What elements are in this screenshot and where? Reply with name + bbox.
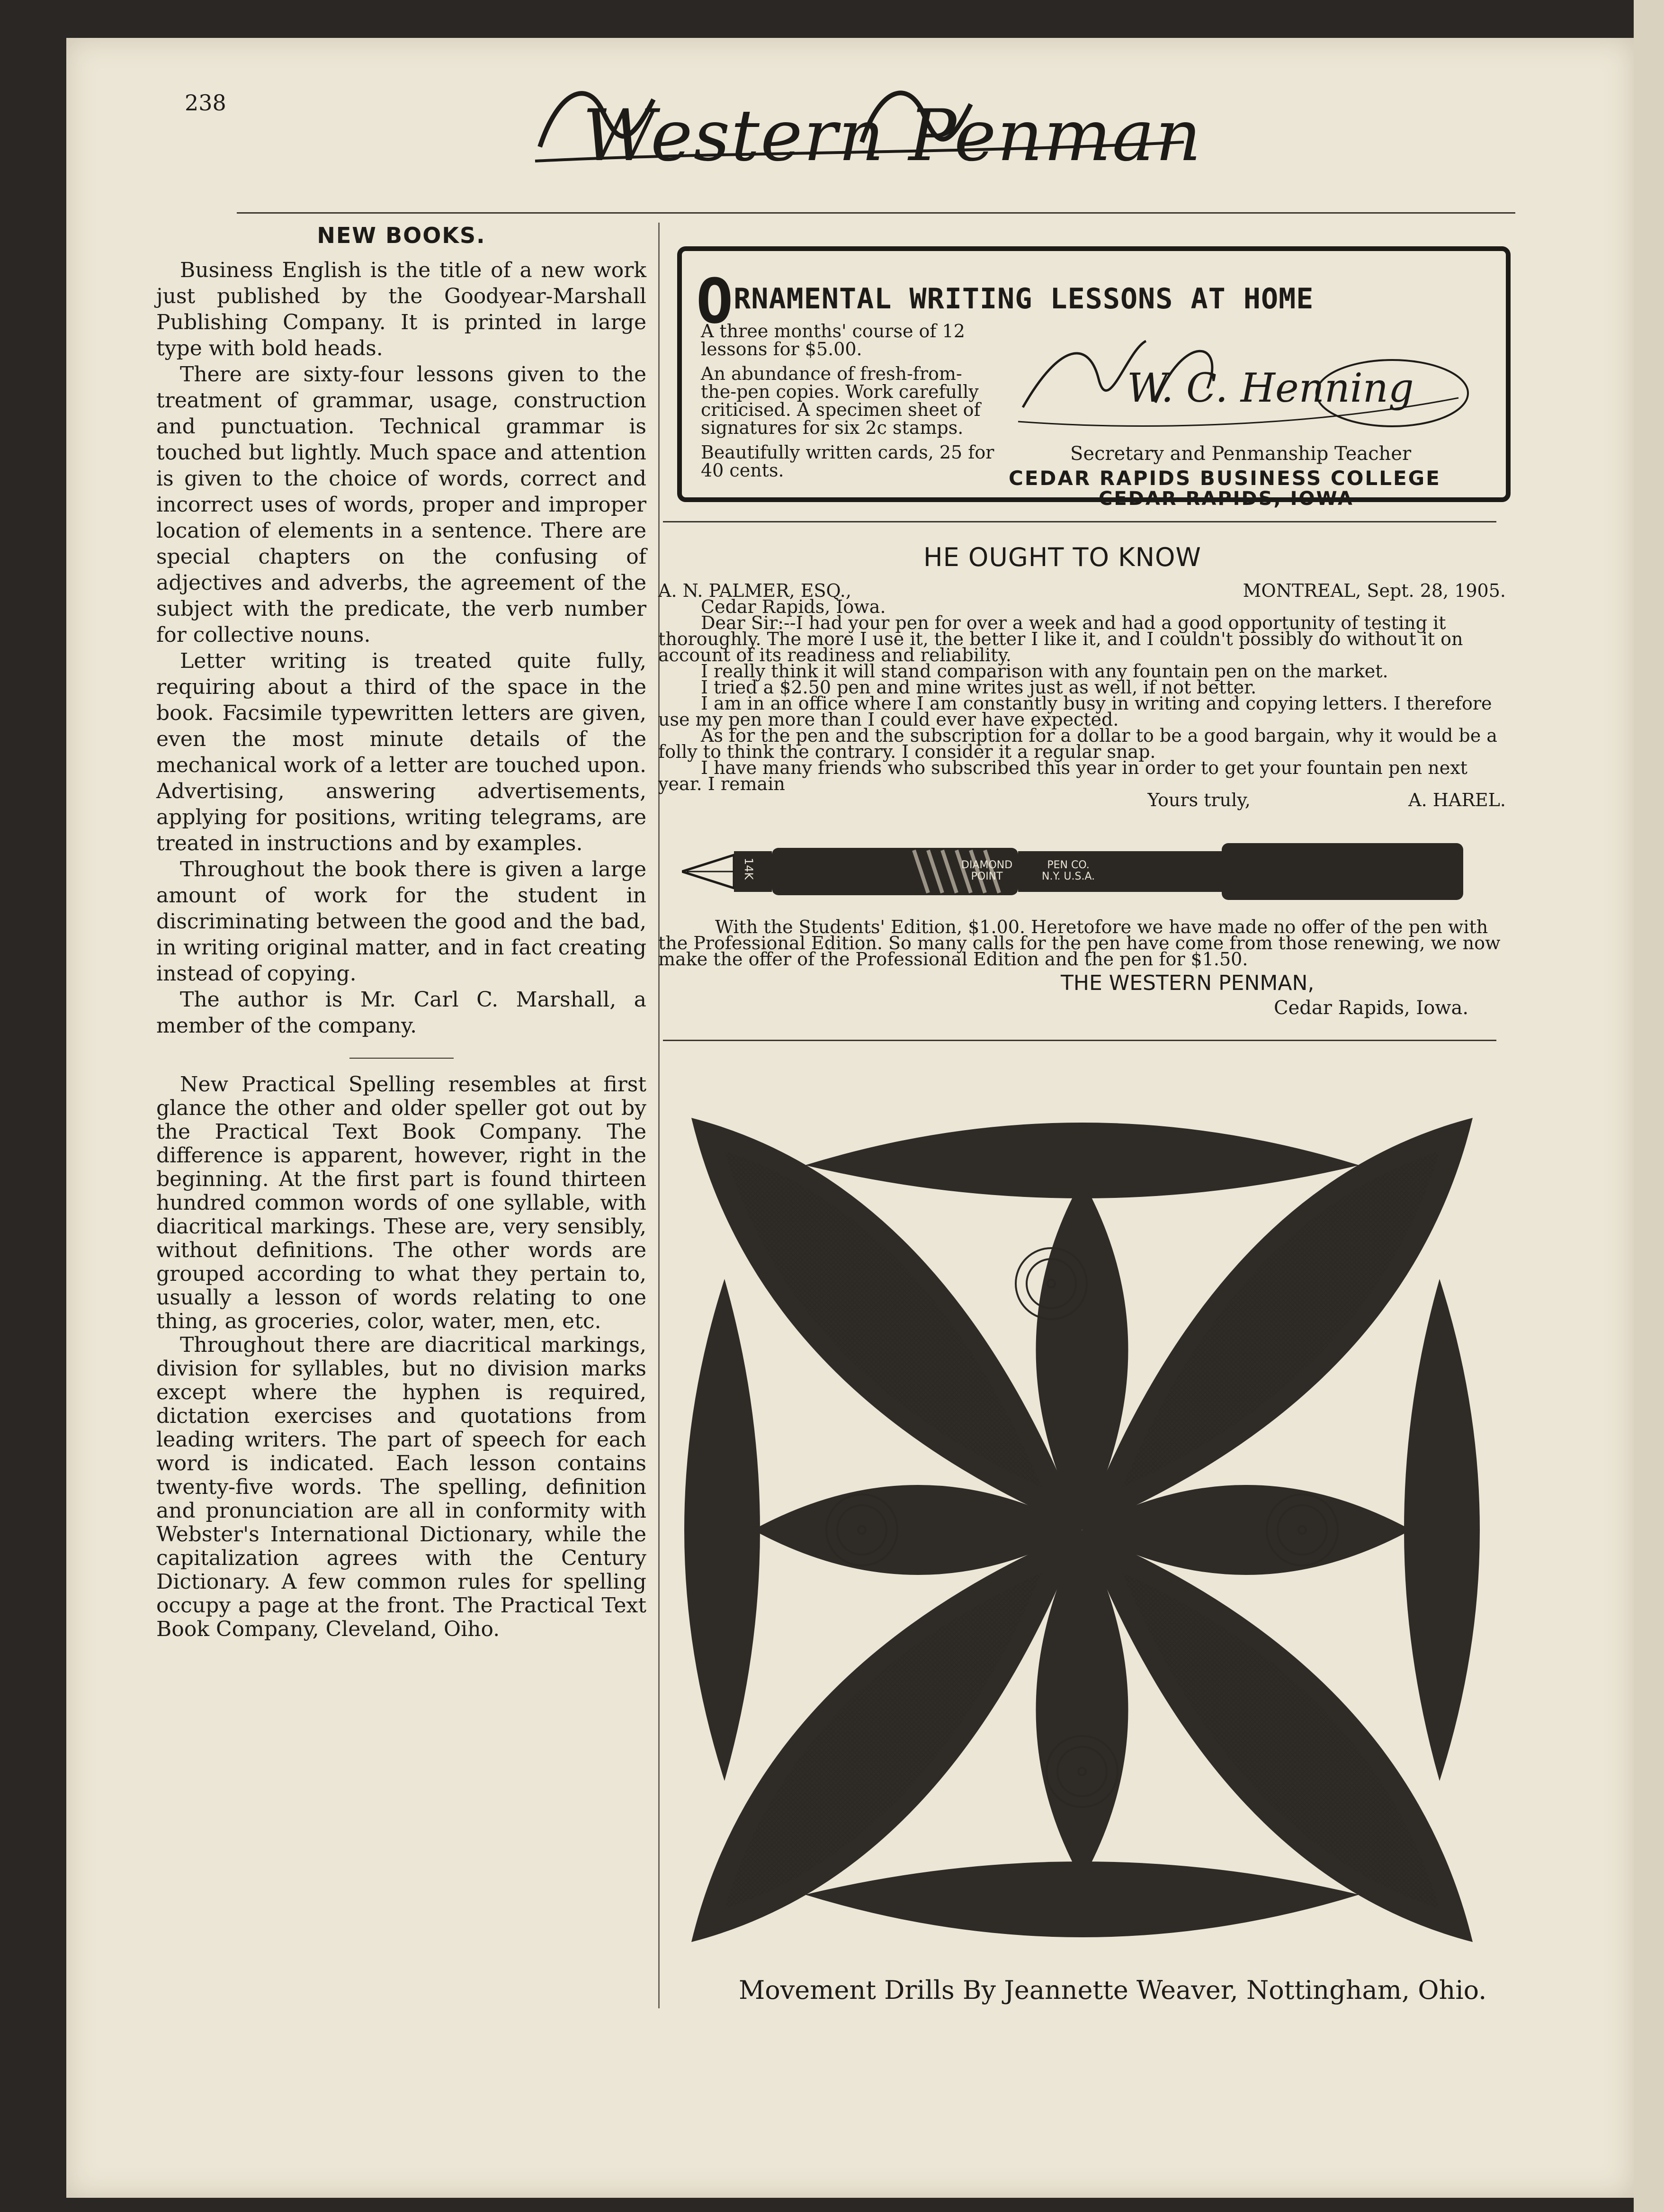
ad-signature [1004,322,1477,438]
letter-paragraph: I have many friends who subscribed this year in order to get your fountain pen next year. I remain [658,757,1467,794]
masthead-text: Western Penman [582,95,1202,177]
paragraph: Letter writing is treated quite fully, requiring about a third of the space in the book. Facsimile typewritten letters are given, even the most minute details of the mechanical work of a letter are touched upon. Advertising, answering advertisements, applying for positions, writing telegrams, are treated in instructions and by examples. [156,649,646,855]
pen-offer [658,917,1506,970]
pen-maker [1042,860,1095,882]
testimonial-letter [658,580,1506,810]
ornamental-drawing [682,1108,1482,1951]
movement-drill-drawing [682,1108,1482,1953]
pen-brand-line: DIAMOND [961,859,1013,871]
ad-title-text: RNAMENTAL WRITING LESSONS AT HOME [734,282,1314,315]
letter-closing: Yours truly, [1147,790,1251,810]
pen-brand-line: POINT [971,871,1003,882]
paragraph: The author is Mr. Carl C. Marshall, a member of the company. [156,988,646,1038]
letter-paragraph: Dear Sir:--I had your pen for over a week and had a good opportunity of testing it thoroughly. The more I use it, the better I like it, and I couldn't possibly do without it on account of its readiness and reliability. [658,612,1463,665]
ad-college: CEDAR RAPIDS BUSINESS COLLEGE [1009,467,1441,490]
pen-maker-line: PEN CO. [1047,859,1090,871]
ad-description [701,322,994,486]
ad-line: Beautifully written cards, 25 for 40 cents. [701,442,994,481]
section-rule [663,1040,1496,1041]
fountain-pen-illustration [682,841,1468,904]
letter-addressee: A. N. PALMER, ESQ., [658,580,851,601]
adjacent-page-edge [1634,0,1664,2212]
letter-date: MONTREAL, Sept. 28, 1905. [1243,580,1506,601]
ad-line: An abundance of fresh-from-the-pen copies. Work carefully criticised. A specimen sheet of signatures for six 2c stamps. [701,363,981,438]
nib-mark: 14K [742,857,756,880]
new-books-column [156,223,646,1641]
header-rule [237,212,1515,214]
letter-heading: HE OUGHT TO KNOW [923,542,1201,572]
paragraph: Business English is the title of a new work just published by the Goodyear-Marshall Publishing Company. It is printed in large type with bold heads. [156,258,646,360]
letter-addressee-city: Cedar Rapids, Iowa. [701,596,886,617]
letter-signer: A. HAREL. [1408,790,1506,810]
ad-title-initial: O [696,265,734,337]
pen-maker-line: N.Y. U.S.A. [1042,871,1095,882]
paragraph: There are sixty-four lessons given to the treatment of grammar, usage, construction and punctuation. Technical grammar is touched but lightly. Much space and attention is given to the choice of words, correct and incorrect uses of words, proper and improper location of elements in a sentence. There are special chapters on the confusing of adjectives and adverbs, the agreement of the subject with the predicate, the verb number for collective nouns. [156,362,646,647]
page-number: 238 [185,90,226,116]
paragraph: Throughout there are diacritical markings, division for syllables, but no division marks except where the hyphen is required, dictation exercises and quotations from leading writers. The part of speech for each word is indicated. Each lesson contains twenty-five words. The spelling, definition and pronunciation are all in conformity with Webster's International Dictionary, while the capitalization agrees with the Century Dictionary. A few common rules for spelling occupy a page at the front. The Practical Text Book Company, Cleveland, Oiho. [156,1333,646,1641]
letter-paragraph: As for the pen and the subscription for a dollar to be a good bargain, why it would be a folly to think the contrary. I consider it a regular snap. [658,725,1497,762]
section-divider [349,1058,454,1059]
ad-secretary: Secretary and Penmanship Teacher [1070,443,1412,465]
drawing-caption: Movement Drills By Jeannette Weaver, Nottingham, Ohio. [739,1975,1487,2005]
pen-brand [961,860,1012,882]
publisher-name: THE WESTERN PENMAN, [1061,971,1315,995]
signature-text: W. C. Henning [1127,365,1414,411]
letter-paragraph: I am in an office where I am constantly busy in writing and copying letters. I therefore use my pen more than I could ever have expected. [658,693,1492,730]
letter-paragraph: I tried a $2.50 pen and mine writes just as well, if not better. [701,677,1257,698]
paragraph: Throughout the book there is given a large amount of work for the student in discriminating between the good and the bad, in writing original matter, and in fact creating instead of copying. [156,857,646,986]
letter-paragraph: I really think it will stand comparison with any fountain pen on the market. [701,661,1388,682]
ad-city: CEDAR RAPIDS, IOWA [1099,488,1354,510]
publisher-city: Cedar Rapids, Iowa. [1274,997,1469,1019]
spelling-review [156,1073,646,1641]
offer-text: With the Students' Edition, $1.00. Heretofore we have made no offer of the pen with the Professional Edition. So many calls for the pen have come from those renewing, we now make the offer of the Professional Edition and the pen for $1.50. [658,917,1501,970]
new-books-heading: NEW BOOKS. [317,223,486,248]
section-rule [663,521,1496,522]
column-divider [658,223,660,2008]
ad-line: A three months' course of 12 lessons for $5.00. [701,321,965,360]
paragraph: New Practical Spelling resembles at first glance the other and older speller got out by the Practical Text Book Company. The difference is apparent, however, right in the beginning. At the first part is found thirteen hundred common words of one syllable, with diacritical markings. These are, very sensibly, without definitions. The other words are grouped according to what they pertain to, usually a lesson of words relating to one thing, as groceries, color, water, men, etc. [156,1072,646,1333]
